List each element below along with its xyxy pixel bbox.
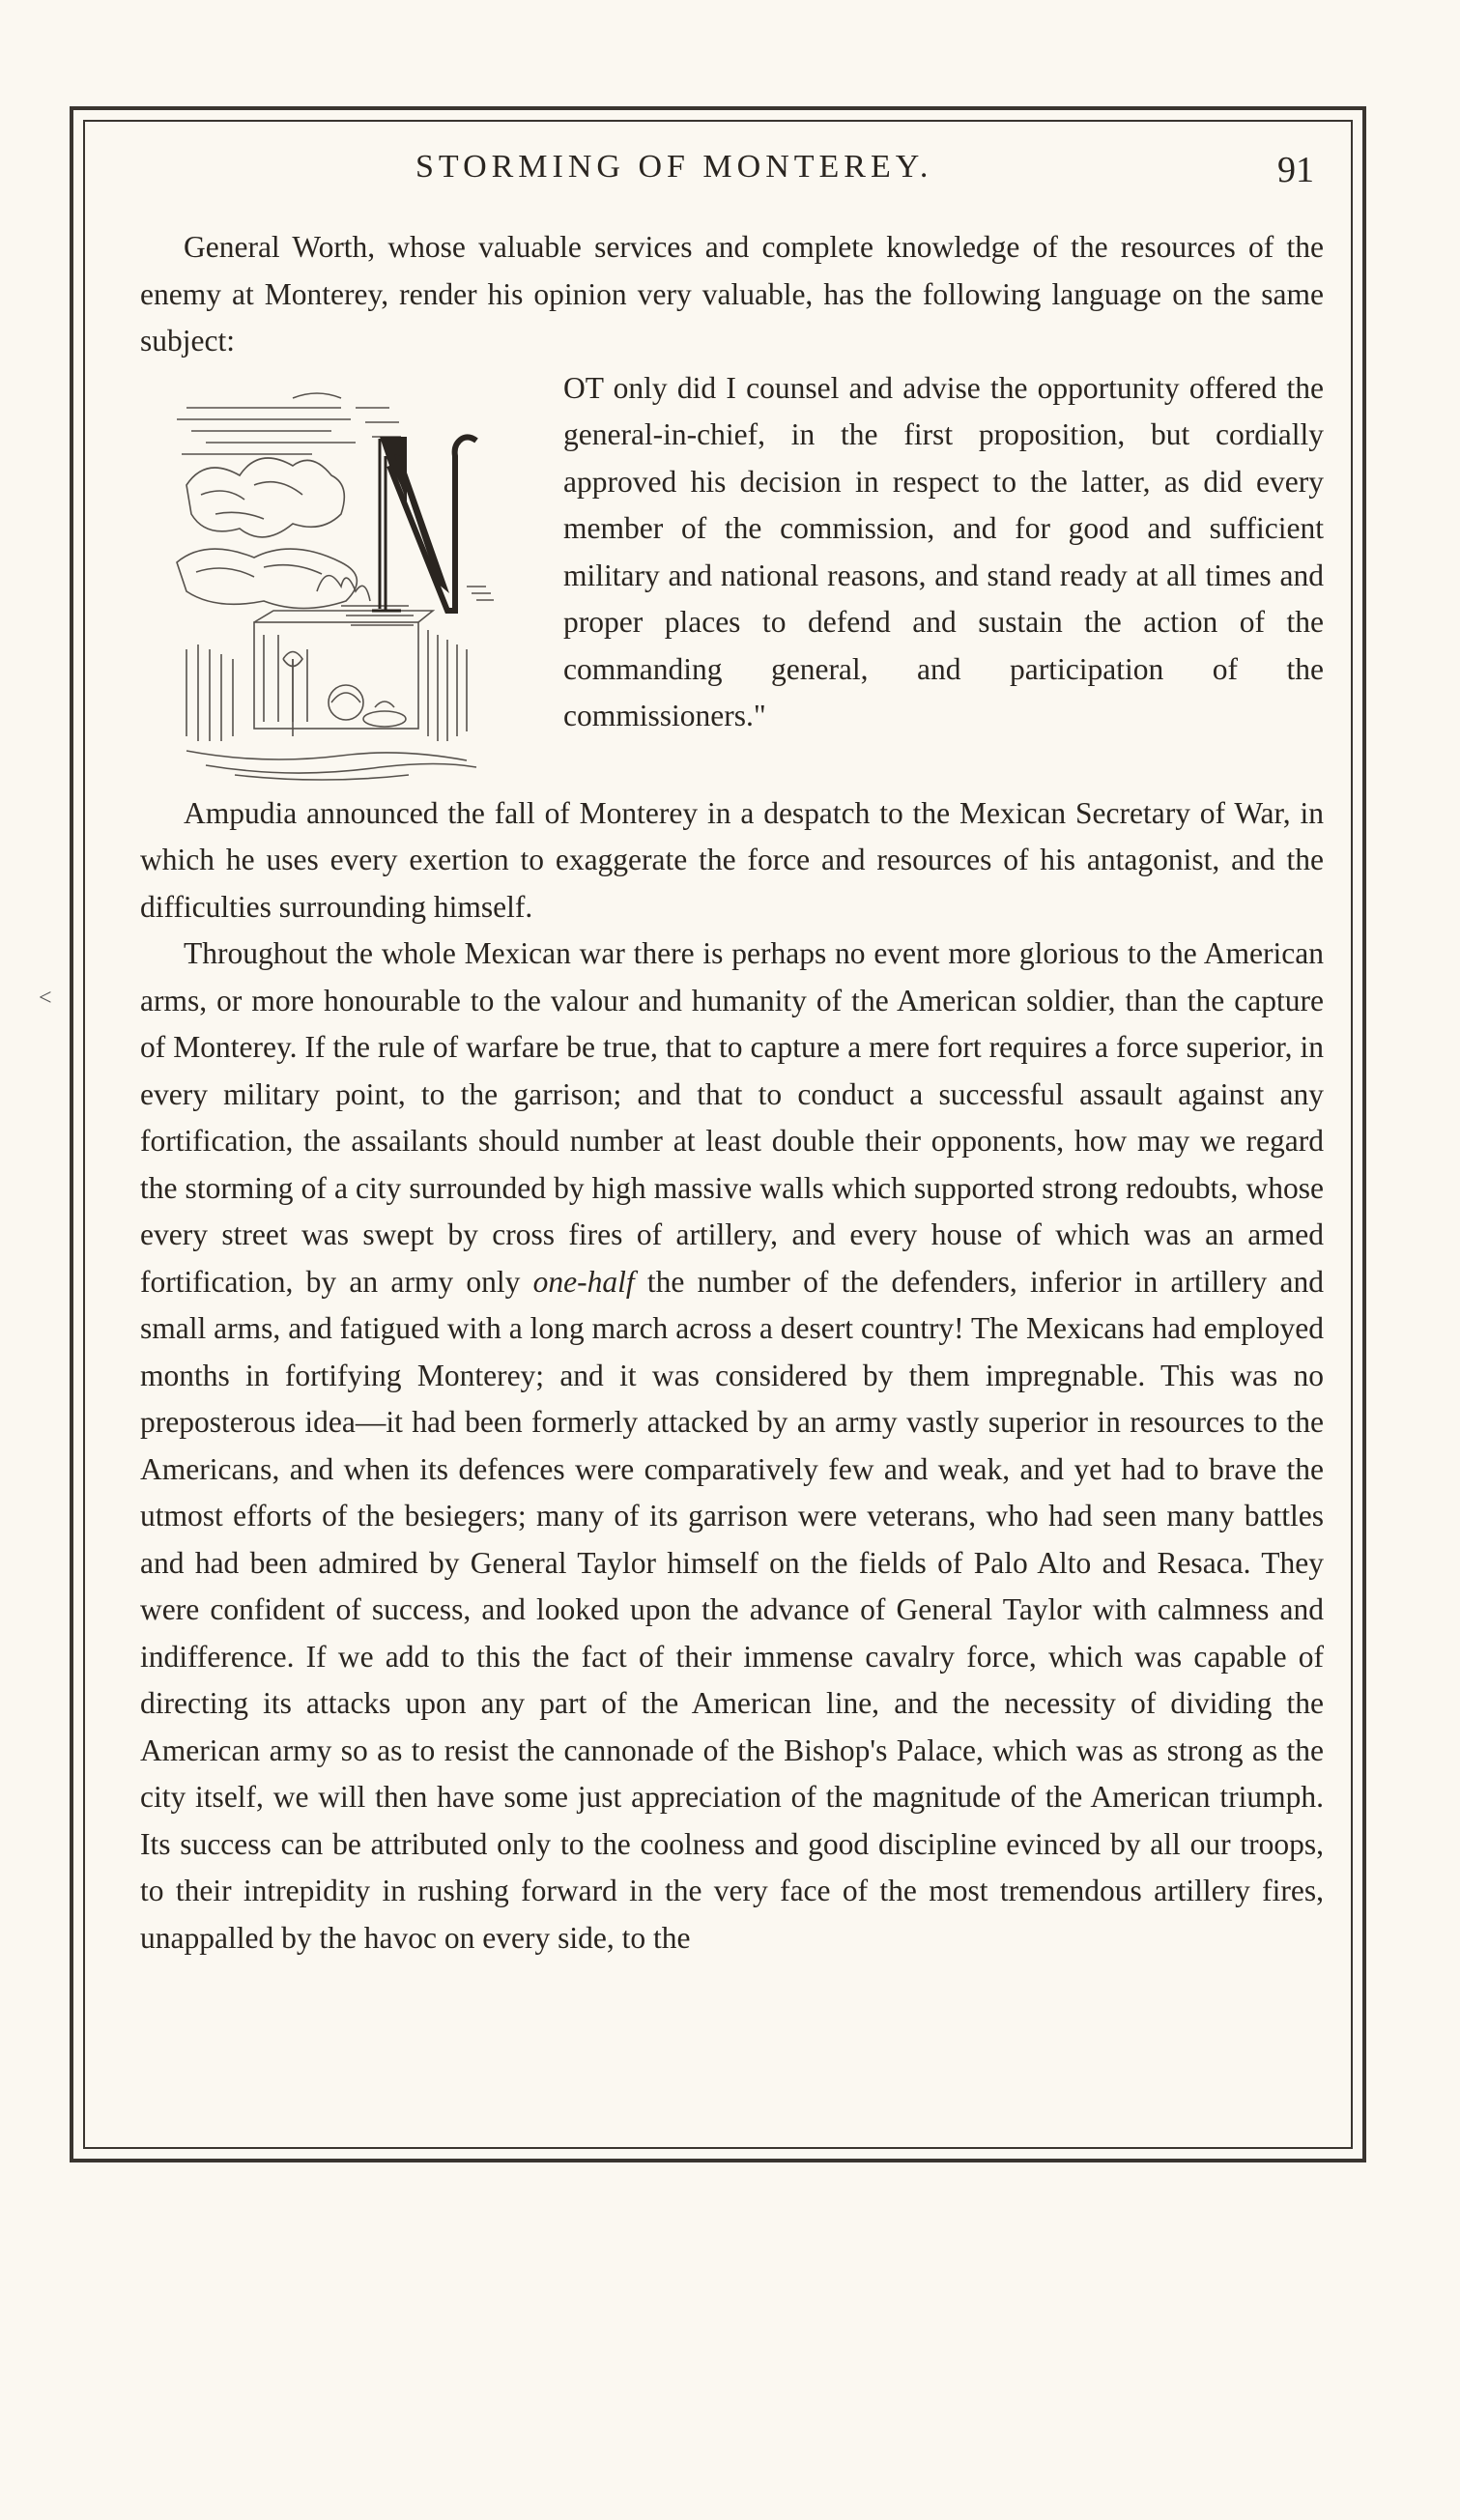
margin-mark: < bbox=[39, 986, 52, 1011]
dropcap-illustration bbox=[148, 369, 552, 790]
intro-paragraph: General Worth, whose valuable services and complete knowledge of the resources of the enemy at Monterey, render his opinion very valuable, has the following language on the same subject: bbox=[140, 230, 1324, 358]
text-block bbox=[140, 224, 1324, 1962]
running-title: STORMING OF MONTEREY. bbox=[415, 149, 933, 185]
quote-paragraph: OT only did I counsel and advise the opportunity offered the general-in-chief, in the first proposition, but cordially approved his decision in respect to the latter, as did every member of the commission, and for good and sufficient military and national reasons, and stand ready at all times and proper places to defend and sustain the action of the commanding general, and participation of the commissioners." bbox=[563, 370, 1324, 732]
page-number: 91 bbox=[1277, 150, 1314, 190]
main-paragraph bbox=[140, 931, 1324, 1962]
running-head bbox=[174, 145, 1314, 203]
main-paragraph-before: Throughout the whole Mexican war there is perhaps no event more glorious to the American arms, or more honourable to the valour and humanity of the American soldier, than the capture of Monterey. If the rule of warfare be true, that to capture a mere fort requires a force superior, in every military point, to the garrison; and that to conduct a successful assault against any fortification, the assailants should number at least double their opponents, how may we regard the storming of a city surrounded by high massive walls which supported strong redoubts, whose every street was swept by cross fires of artillery, and every house of which was an armed fortification, by an army only bbox=[140, 936, 1324, 1299]
engraving-illustration bbox=[148, 369, 552, 790]
dropcap-n-icon bbox=[372, 437, 476, 611]
main-paragraph-italic: one-half bbox=[532, 1264, 635, 1299]
ampudia-paragraph: Ampudia announced the fall of Monterey in a despatch to the Mexican Secretary of War, in which he uses every exertion to exaggerate the force and resources of his antagonist, and the difficulties surrounding himself. bbox=[140, 795, 1324, 924]
main-paragraph-after: the number of the defenders, inferior in artillery and small arms, and fatigued with a long march across a desert country! The Mexicans had employed months in fortifying Monterey; and it was considered by them impregnable. This was no preposterous idea—it had been formerly attacked by an army vastly superior in resources to the Americans, and when its defences were comparatively few and weak, and yet had to brave the utmost efforts of the besiegers; many of its garrison were veterans, who had seen many battles and had been admired by General Taylor himself on the fields of Palo Alto and Resaca. They were confident of success, and looked upon the advance of General Taylor with calmness and indifference. If we add to this the fact of their immense cavalry force, which was capable of directing its attacks upon any part of the American line, and the necessity of dividing the American army so as to resist the cannonade of the Bishop's Palace, which was as strong as the city itself, we will then have some just appreciation of the magnitude of the American triumph. Its success can be attributed only to the coolness and good discipline evinced by all our troops, to their intrepidity in rushing forward in the very face of the most tremendous artillery fires, unappalled by the havoc on every side, to the bbox=[140, 1264, 1324, 1955]
dropcap-letter: N bbox=[148, 368, 149, 370]
